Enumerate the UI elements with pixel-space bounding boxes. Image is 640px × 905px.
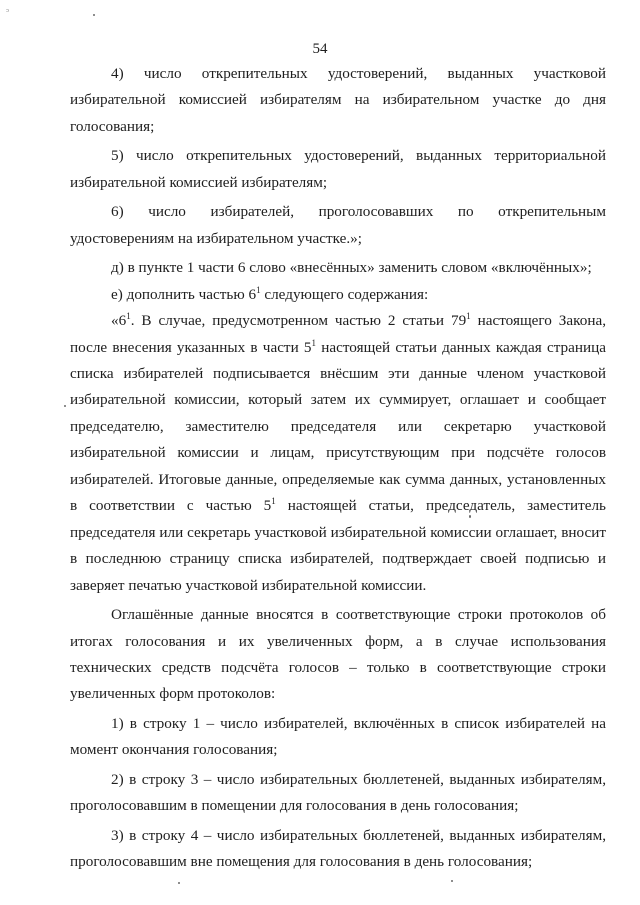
part-6-1-text: настоящей статьи данных каждая страница списка избирателей подписывается внёсшим эти данные членом участковой избирательной комиссии, который затем их суммирует, оглашает и сообщает председателю, заместителю председателя или секретарю участковой избирательной комиссии и лицам, присутствующим при подсчёте голосов избирателей. Итоговые данные, определяемые как сумма данных, установленных в соответствии с частью 5: [70, 338, 606, 515]
part-6-1-text: настоящего Закона, после внесения указанных в части 5: [70, 312, 607, 356]
paragraph-line-1: 1) в строку 1 – число избирателей, включённых в список избирателей на момент окончания голосования;: [70, 714, 606, 759]
subitem-e-text-tail: следующего содержания:: [260, 285, 429, 303]
paragraph-subitem-d: д) в пункте 1 части 6 слово «внесённых» заменить словом «включённых»;: [111, 259, 592, 277]
paragraph-item-6: 6) число избирателей, проголосовавших по открепительным удостоверениям на избирательном участке.»;: [70, 203, 606, 247]
scan-speck: [451, 880, 453, 882]
paragraph-subitem-e: [70, 282, 606, 308]
paragraph-item-4: 4) число открепительных удостоверений, выданных участковой избирательной комиссией избирателям на избирательном участке до дня голосования;: [70, 65, 606, 135]
scan-speck: [93, 14, 95, 16]
paragraph-item-5: 5) число открепительных удостоверений, выданных территориальной избирательной комиссией избирателям;: [70, 147, 606, 191]
superscript-index: 1: [466, 311, 471, 322]
paragraph-part-6-1: [70, 308, 606, 599]
part-6-1-text: настоящей статьи, председатель, заместитель председателя или секретарь участковой избирательной комиссии оглашает, вносит в последнюю страницу списка избирателей, подтверждает своей подписью и заверяет печатью участковой избирательной комиссии.: [70, 497, 606, 594]
scan-speck: [178, 882, 180, 884]
superscript-index: 1: [271, 496, 276, 507]
superscript-index: 1: [311, 337, 317, 348]
document-body: [70, 61, 606, 876]
paragraph-announced-data: Оглашённые данные вносятся в соответствующие строки протоколов об итогах голосования и их увеличенных форм, а в случае использования технических средств подсчёта голосов – только в соответствующие строки увеличенных форм протоколов:: [70, 606, 606, 703]
part-6-1-text: . В случае, предусмотренном частью 2 статьи 79: [130, 312, 467, 330]
superscript-index: 1: [256, 284, 261, 295]
superscript-index: 1: [126, 311, 131, 322]
subitem-e-text: е) дополнить частью 6: [111, 285, 257, 303]
paragraph-line-4: 3) в строку 4 – число избирательных бюллетеней, выданных избирателям, проголосовавшим вне помещения для голосования в день голосования;: [70, 826, 606, 871]
part-6-1-text: «6: [111, 312, 127, 330]
paragraph-line-3: 2) в строку 3 – число избирательных бюллетеней, выданных избирателям, проголосовавшим в помещении для голосования в день голосования;: [70, 770, 606, 815]
page-number: 54: [312, 41, 328, 57]
scan-speck: [64, 405, 66, 407]
corner-mark: ᵓ: [6, 8, 10, 18]
scan-speck: [469, 515, 471, 518]
